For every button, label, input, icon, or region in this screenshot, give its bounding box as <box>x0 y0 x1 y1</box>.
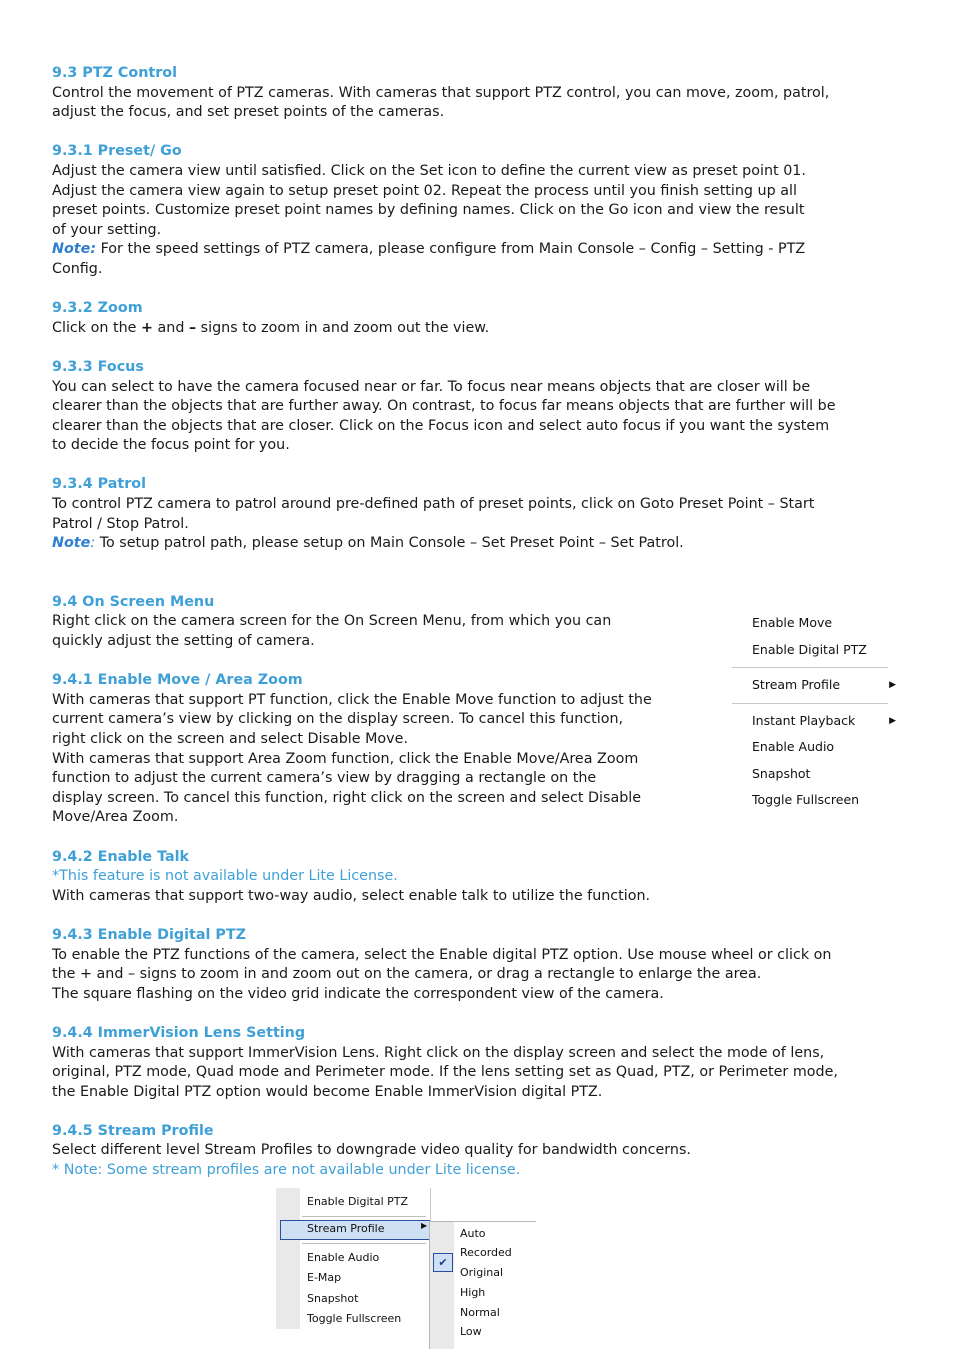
menu-item-stream-profile[interactable]: Stream Profile <box>307 1222 385 1235</box>
stream-profile-screenshot <box>276 1188 536 1349</box>
heading-9-3-3: 9.3.3 Focus <box>52 358 144 375</box>
note-colon: : <box>90 535 96 552</box>
lite-license-notice: *This feature is not available under Lite License. <box>52 868 398 885</box>
stream-profile-submenu <box>429 1221 536 1349</box>
submenu-arrow-icon: ▶ <box>889 680 896 690</box>
text-line: function to adjust the current camera’s view by dragging a rectangle on the <box>52 770 597 787</box>
text-line: the Enable Digital PTZ option would become Enable ImmerVision digital PTZ. <box>52 1083 603 1100</box>
heading-9-3: 9.3 PTZ Control <box>52 65 177 81</box>
menu-item-enable-audio[interactable]: Enable Audio <box>307 1251 380 1264</box>
text-line: To enable the PTZ functions of the camera, select the Enable digital PTZ option. Use mouse wheel or click on <box>52 946 832 963</box>
text-line: Select different level Stream Profiles to downgrade video quality for bandwidth concerns. <box>52 1142 691 1159</box>
menu-item-label: Snapshot <box>752 765 811 781</box>
heading-9-3-4: 9.3.4 Patrol <box>52 476 147 493</box>
text-line: Move/Area Zoom. <box>52 809 179 826</box>
submenu-item-original[interactable]: Original <box>460 1266 504 1279</box>
note-label: Note: <box>52 241 97 258</box>
text-line: clearer than the objects that are closer. Click on the Focus icon and select auto focus if you want the system <box>52 417 830 434</box>
note-text: For the speed settings of PTZ camera, please configure from Main Console – Config – Setting - PTZ <box>96 241 806 258</box>
menu-item-label: Instant Playback <box>752 712 856 728</box>
text-line: of your setting. <box>52 221 162 238</box>
menu-separator <box>732 667 888 668</box>
text-line: You can select to have the camera focused near or far. To focus near means objects that are closer will be <box>52 378 811 395</box>
menu-item-instant-playback[interactable] <box>732 708 902 735</box>
heading-9-3-2: 9.3.2 Zoom <box>52 300 143 317</box>
text-line: Adjust the camera view until satisfied. Click on the Set icon to define the current view as preset point 01. <box>52 162 806 179</box>
submenu-arrow-icon: ▶ <box>889 715 896 726</box>
heading-9-4-4: 9.4.4 ImmerVision Lens Setting <box>52 1024 306 1041</box>
text-line: the + and – signs to zoom in and zoom out on the camera, or drag a rectangle to enlarge the area. <box>52 966 762 983</box>
note-paragraph <box>52 240 902 260</box>
submenu-item-normal[interactable]: Normal <box>460 1306 500 1319</box>
menu-icon-strip <box>276 1188 300 1329</box>
menu-item-stream-profile[interactable] <box>732 672 902 699</box>
on-screen-menu <box>732 610 902 814</box>
menu-item-toggle-fullscreen[interactable]: Toggle Fullscreen <box>307 1312 402 1325</box>
zoom-paragraph <box>52 319 902 339</box>
menu-item-emap[interactable]: E-Map <box>307 1271 342 1284</box>
submenu-item-auto[interactable]: Auto <box>460 1227 486 1240</box>
text-span: and <box>152 319 189 336</box>
text-line: clearer than the objects that are further away. On contrast, to focus far means objects that are further will be <box>52 398 836 415</box>
menu-separator <box>302 1243 426 1244</box>
heading-9-4-5: 9.4.5 Stream Profile <box>52 1122 214 1139</box>
plus-sign: + <box>140 319 153 336</box>
text-line: to decide the focus point for you. <box>52 437 290 454</box>
text-line: Adjust the camera view again to setup preset point 02. Repeat the process until you finish setting up all <box>52 182 797 199</box>
text-line: preset points. Customize preset point names by defining names. Click on the Go icon and view the result <box>52 202 805 219</box>
menu-separator <box>302 1216 426 1217</box>
note-paragraph <box>52 534 902 554</box>
menu-icon-strip <box>430 1222 454 1349</box>
menu-item-enable-audio[interactable] <box>732 734 902 761</box>
heading-9-4-2: 9.4.2 Enable Talk <box>52 848 190 865</box>
lite-license-notice: * Note: Some stream profiles are not available under Lite license. <box>52 1162 521 1179</box>
text-line: With cameras that support two-way audio, select enable talk to utilize the function. <box>52 887 651 904</box>
note-text: To setup patrol path, please setup on Main Console – Set Preset Point – Set Patrol. <box>95 535 684 552</box>
check-icon: ✔ <box>433 1253 453 1272</box>
text-line: Patrol / Stop Patrol. <box>52 515 189 532</box>
menu-item-label: Enable Digital PTZ <box>752 641 867 657</box>
menu-separator <box>732 703 888 704</box>
text-line: Control the movement of PTZ cameras. With cameras that support PTZ control, you can move, zoom, patrol, <box>52 84 830 101</box>
text-line: current camera’s view by clicking on the display screen. To cancel this function, <box>52 711 624 728</box>
menu-item-label: Enable Move <box>752 615 833 630</box>
minus-sign: – <box>188 319 197 336</box>
text-line: right click on the screen and select Disable Move. <box>52 731 408 747</box>
menu-item-enable-digital-ptz[interactable] <box>732 637 902 664</box>
submenu-item-recorded[interactable]: Recorded <box>460 1246 512 1259</box>
menu-item-label: Enable Audio <box>752 739 835 754</box>
text-line: display screen. To cancel this function, right click on the screen and select Disable <box>52 789 642 806</box>
menu-item-label: Stream Profile <box>752 677 841 692</box>
menu-item-enable-digital-ptz[interactable]: Enable Digital PTZ <box>307 1195 409 1208</box>
menu-item-snapshot[interactable]: Snapshot <box>307 1292 359 1305</box>
heading-9-4-1: 9.4.1 Enable Move / Area Zoom <box>52 672 303 689</box>
menu-item-label: Toggle Fullscreen <box>752 792 860 807</box>
text-line: Config. <box>52 260 103 277</box>
text-span: Click on the <box>52 319 141 336</box>
text-line: With cameras that support PT function, click the Enable Move function to adjust the <box>52 691 652 708</box>
text-line: original, PTZ mode, Quad mode and Perimeter mode. If the lens setting set as Quad, PTZ, or Perimeter mode, <box>52 1064 838 1081</box>
context-menu <box>276 1188 431 1329</box>
submenu-arrow-icon: ▶ <box>421 1221 428 1230</box>
text-line: The square flashing on the video grid indicate the correspondent view of the camera. <box>52 985 664 1002</box>
text-line: Right click on the camera screen for the On Screen Menu, from which you can <box>52 613 612 630</box>
text-line: To control PTZ camera to patrol around pre-defined path of preset points, click on Goto Preset Point – Start <box>52 496 815 513</box>
heading-9-4: 9.4 On Screen Menu <box>52 593 215 610</box>
submenu-item-high[interactable]: High <box>460 1286 486 1299</box>
heading-9-3-1: 9.3.1 Preset/ Go <box>52 143 182 160</box>
submenu-item-low[interactable]: Low <box>460 1325 482 1338</box>
text-line: adjust the focus, and set preset points of the cameras. <box>52 104 445 121</box>
text-line: With cameras that support ImmerVision Lens. Right click on the display screen and select the mode of lens, <box>52 1044 825 1061</box>
heading-9-4-3: 9.4.3 Enable Digital PTZ <box>52 926 246 943</box>
text-line: With cameras that support Area Zoom function, click the Enable Move/Area Zoom <box>52 750 639 767</box>
text-line: quickly adjust the setting of camera. <box>52 633 315 650</box>
note-label: Note <box>52 535 91 552</box>
text-span: signs to zoom in and zoom out the view. <box>196 319 490 336</box>
menu-item-toggle-fullscreen[interactable] <box>732 787 902 814</box>
menu-item-snapshot[interactable] <box>732 761 902 788</box>
menu-item-enable-move[interactable] <box>732 610 902 637</box>
